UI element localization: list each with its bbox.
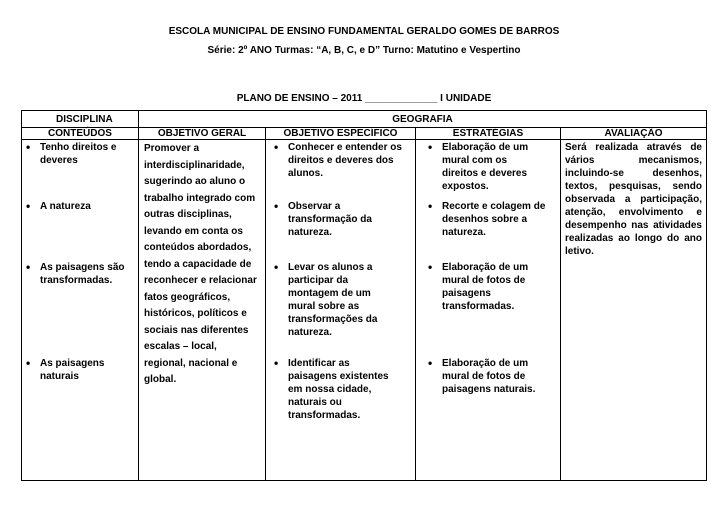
col-header-estrategias: ESTRATÉGIAS — [416, 128, 561, 140]
estrategia-text: Elaboração de um mural de fotos de paisagens naturais. — [442, 358, 536, 395]
column-headers — [22, 128, 707, 140]
bullet: • — [428, 199, 433, 213]
list-item — [274, 357, 394, 422]
list-item — [26, 357, 121, 383]
bullet: • — [274, 260, 279, 274]
discipline-value: GEOGRAFIA — [139, 111, 707, 128]
bullet: • — [428, 140, 433, 154]
bullet: • — [26, 356, 31, 370]
objetivo-especifico-text: Identificar as paisagens existentes em nossa cidade, naturais ou transformadas. — [288, 358, 389, 421]
conteudo-text: As paisagens naturais — [40, 358, 105, 382]
bullet: • — [274, 199, 279, 213]
content-row — [22, 140, 707, 481]
teaching-plan-table — [21, 110, 707, 481]
col-header-objetivo-geral: OBJETIVO GERAL — [139, 128, 266, 140]
objetivo-especifico-text: Levar os alunos a participar da montagem de um mural sobre as transformações da natureza. — [288, 262, 378, 338]
discipline-row — [22, 111, 707, 128]
bullet: • — [428, 356, 433, 370]
bullet: • — [26, 260, 31, 274]
objetivo-geral-cell: Promover a interdisciplinaridade, sugerindo ao aluno o trabalho integrado com outras disciplinas, levando em conta os conteúdos abordados, tendo a capacidade de reconhecer e relacionar fatos geográficos, históricos, políticos e sociais nas diferentes escalas – local, regional, nacional e global. — [139, 140, 266, 481]
class-info: Série: 2º ANO Turmas: “A, B, C, e D” Turno: Matutino e Vespertino — [207, 45, 521, 56]
list-item — [428, 357, 543, 396]
bullet: • — [274, 356, 279, 370]
objetivo-especifico-cell — [266, 140, 416, 481]
list-item — [26, 200, 131, 213]
list-item — [428, 200, 556, 239]
objetivo-especifico-text: Conhecer e entender os direitos e deveres dos alunos. — [288, 142, 402, 179]
conteudo-text: As paisagens são transformadas. — [40, 262, 125, 286]
bullet: • — [26, 140, 31, 154]
list-item — [274, 200, 404, 239]
col-header-conteudos: CONTEÚDOS — [22, 128, 139, 140]
conteudo-text: A natureza — [40, 201, 91, 212]
list-item — [26, 261, 134, 287]
bullet: • — [428, 260, 433, 274]
avaliacao-cell: Será realizada através de vários mecanismos, incluindo-se desenhos, textos, pesquisas, sendo observada a participação, atenção, envolvimento e desempenho nas atividades realizadas ao longo do ano letivo. — [561, 140, 707, 481]
list-item — [428, 261, 543, 313]
estrategia-text: Elaboração de um mural com os direitos e deveres expostos. — [442, 142, 529, 192]
estrategia-text: Recorte e colagem de desenhos sobre a natureza. — [442, 201, 546, 238]
conteudos-cell — [22, 140, 139, 481]
list-item — [428, 141, 543, 193]
conteudo-text: Tenho direitos e deveres — [40, 142, 117, 166]
plan-title: PLANO DE ENSINO – 2011 _____________ I UNIDADE — [236, 93, 492, 104]
objetivo-especifico-text: Observar a transformação da natureza. — [288, 201, 372, 238]
col-header-objetivo-especifico: OBJETIVO ESPECÍFICO — [266, 128, 416, 140]
estrategias-cell — [416, 140, 561, 481]
estrategia-text: Elaboração de um mural de fotos de paisagens transformadas. — [442, 262, 529, 312]
list-item — [274, 261, 399, 339]
school-name: ESCOLA MUNICIPAL DE ENSINO FUNDAMENTAL GERALDO GOMES DE BARROS — [168, 26, 560, 37]
bullet: • — [274, 140, 279, 154]
bullet: • — [26, 199, 31, 213]
col-header-avaliacao: AVALIAÇÃO — [561, 128, 707, 140]
list-item — [26, 141, 131, 167]
list-item — [274, 141, 404, 180]
discipline-label: DISCIPLINA — [22, 111, 139, 128]
